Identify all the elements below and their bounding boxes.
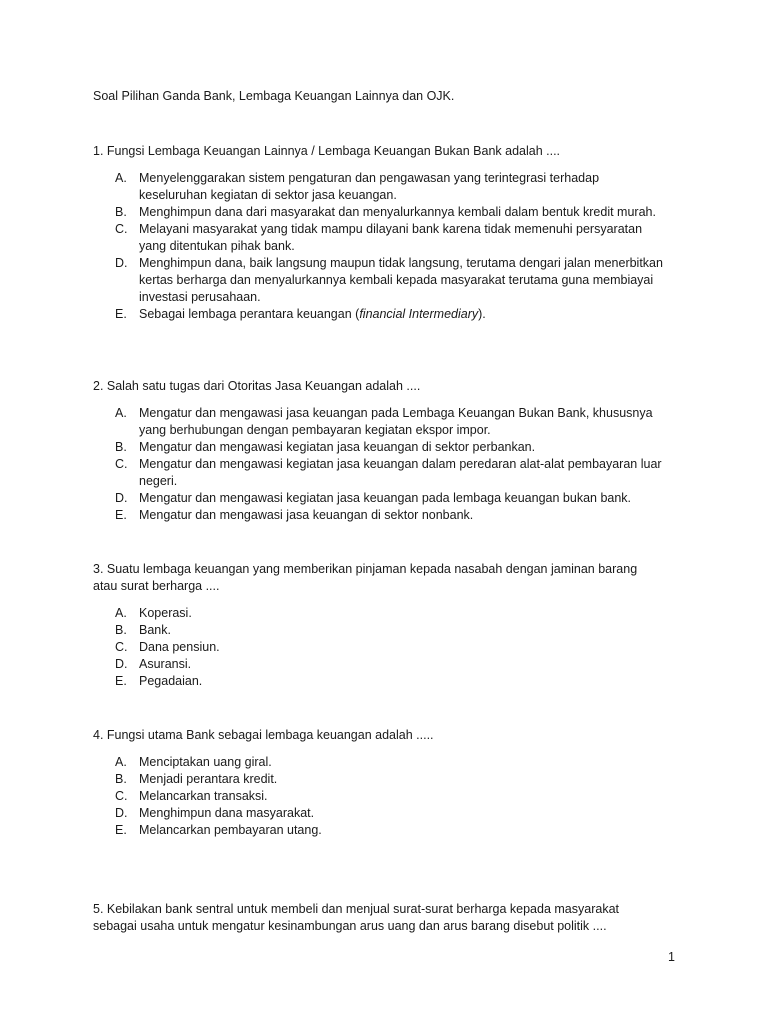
option-d <box>93 490 663 507</box>
option-text: Koperasi. <box>139 606 192 620</box>
option-text: Melancarkan transaksi. <box>139 789 268 803</box>
option-e <box>93 306 663 323</box>
page-number: 1 <box>668 950 675 964</box>
question-text: 1. Fungsi Lembaga Keuangan Lainnya / Lembaga Keuangan Bukan Bank adalah .... <box>93 144 561 158</box>
option-text: Mengatur dan mengawasi jasa keuangan di sektor nonbank. <box>139 508 474 522</box>
question-text: 3. Suatu lembaga keuangan yang memberikan pinjaman kepada nasabah dengan jaminan barang atau surat berharga .... <box>93 562 638 593</box>
option-text: Menjadi perantara kredit. <box>139 772 278 786</box>
option-text: Melayani masyarakat yang tidak mampu dilayani bank karena tidak memenuhi persyaratan yang ditentukan pihak bank. <box>139 222 643 253</box>
option-b <box>93 439 663 456</box>
option-letter: D. <box>115 657 128 671</box>
option-a <box>93 170 663 204</box>
option-list <box>93 170 663 323</box>
option-list <box>93 754 663 839</box>
option-letter: C. <box>115 640 128 654</box>
question-5 <box>93 901 663 935</box>
document-title: Soal Pilihan Ganda Bank, Lembaga Keuangan Lainnya dan OJK. <box>93 89 455 103</box>
option-text: Menghimpun dana masyarakat. <box>139 806 315 820</box>
question-text: 4. Fungsi utama Bank sebagai lembaga keuangan adalah ..... <box>93 728 434 742</box>
option-e <box>93 673 663 690</box>
option-b <box>93 622 663 639</box>
option-e <box>93 507 663 524</box>
option-list <box>93 605 663 690</box>
option-text: Melancarkan pembayaran utang. <box>139 823 322 837</box>
option-letter: A. <box>115 171 127 185</box>
question-text: 5. Kebilakan bank sentral untuk membeli dan menjual surat-surat berharga kepada masyarakat sebagai usaha untuk mengatur kesinambungan arus uang dan arus barang disebut politik .... <box>93 902 619 933</box>
option-letter: D. <box>115 491 128 505</box>
question-3 <box>93 561 663 690</box>
option-text: Dana pensiun. <box>139 640 220 654</box>
option-letter: A. <box>115 406 127 420</box>
option-text-before: Sebagai lembaga perantara keuangan ( <box>139 307 360 321</box>
option-letter: A. <box>115 755 127 769</box>
option-letter: B. <box>115 440 127 454</box>
option-a <box>93 605 663 622</box>
option-c <box>93 221 663 255</box>
option-letter: E. <box>115 307 127 321</box>
question-1 <box>93 143 663 323</box>
option-letter: C. <box>115 222 128 236</box>
option-text: Menyelenggarakan sistem pengaturan dan pengawasan yang terintegrasi terhadap keseluruhan kegiatan di sektor jasa keuangan. <box>139 171 600 202</box>
option-text: Mengatur dan mengawasi kegiatan jasa keuangan pada lembaga keuangan bukan bank. <box>139 491 632 505</box>
option-letter: E. <box>115 823 127 837</box>
option-letter: D. <box>115 256 128 270</box>
question-text: 2. Salah satu tugas dari Otoritas Jasa Keuangan adalah .... <box>93 379 421 393</box>
option-text: Pegadaian. <box>139 674 203 688</box>
option-c <box>93 456 663 490</box>
option-text: Asuransi. <box>139 657 192 671</box>
option-text: Menciptakan uang giral. <box>139 755 272 769</box>
question-4 <box>93 727 663 839</box>
option-letter: B. <box>115 623 127 637</box>
option-letter: A. <box>115 606 127 620</box>
option-letter: C. <box>115 457 128 471</box>
option-letter: B. <box>115 772 127 786</box>
option-c <box>93 639 663 656</box>
option-b <box>93 204 663 221</box>
option-list <box>93 405 663 524</box>
option-text-italic: financial Intermediary <box>359 307 479 321</box>
option-letter: E. <box>115 508 127 522</box>
option-e <box>93 822 663 839</box>
option-letter: C. <box>115 789 128 803</box>
option-text: Menghimpun dana, baik langsung maupun tidak langsung, terutama dengari jalan menerbitkan kertas berharga dan menyalurkannya kembali kepada masyarakat terutama guna membiayai investasi perusahaan. <box>139 256 663 304</box>
option-text: Mengatur dan mengawasi jasa keuangan pada Lembaga Keuangan Bukan Bank, khususnya yang berhubungan dengan pembayaran kegiatan ekspor impor. <box>139 406 653 437</box>
option-c <box>93 788 663 805</box>
question-2 <box>93 378 663 524</box>
option-text: Menghimpun dana dari masyarakat dan menyalurkannya kembali dalam bentuk kredit murah. <box>139 205 656 219</box>
option-letter: E. <box>115 674 127 688</box>
option-letter: D. <box>115 806 128 820</box>
option-a <box>93 754 663 771</box>
option-letter: B. <box>115 205 127 219</box>
option-text: Bank. <box>139 623 171 637</box>
option-text: Mengatur dan mengawasi kegiatan jasa keuangan di sektor perbankan. <box>139 440 536 454</box>
option-text-after: ). <box>478 307 486 321</box>
option-a <box>93 405 663 439</box>
option-d <box>93 656 663 673</box>
option-b <box>93 771 663 788</box>
option-text: Mengatur dan mengawasi kegiatan jasa keuangan dalam peredaran alat-alat pembayaran luar negeri. <box>139 457 662 488</box>
option-d <box>93 805 663 822</box>
option-d <box>93 255 663 306</box>
